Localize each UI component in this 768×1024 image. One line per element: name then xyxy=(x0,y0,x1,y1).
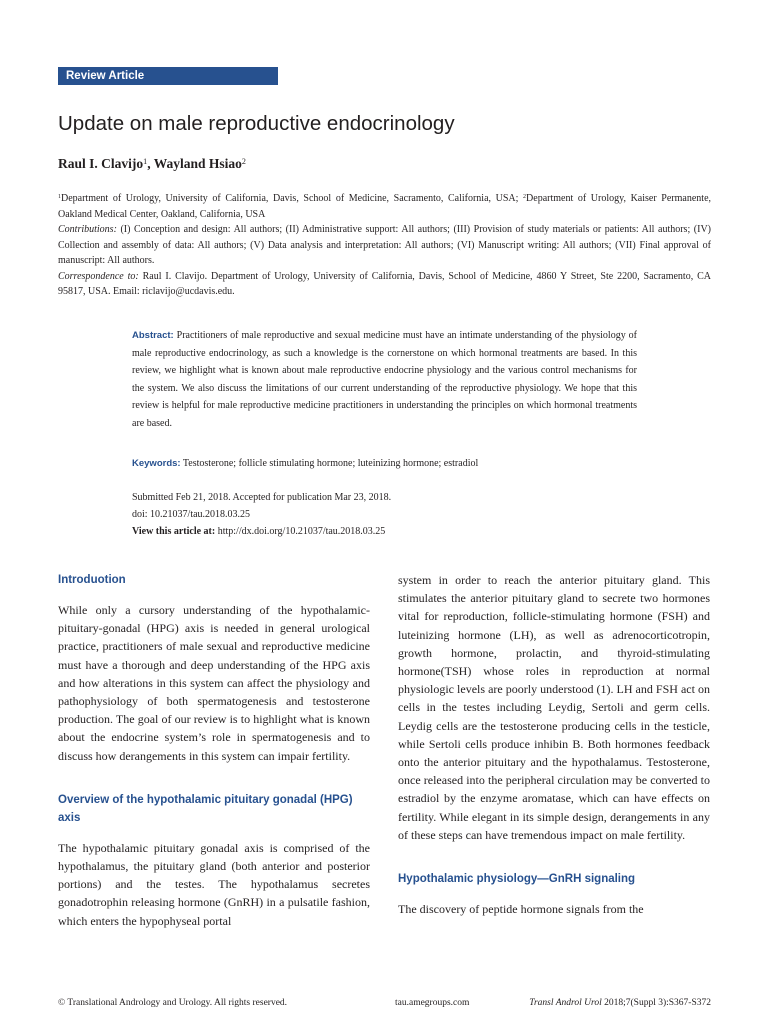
affiliation-text: Department of Urology, Kaiser Permanente, Oakland Medical Center, Oakland, California, USA xyxy=(58,193,712,220)
gnrh-paragraph: The discovery of peptide hormone signals from the xyxy=(398,902,644,917)
author-separator: , xyxy=(147,156,154,171)
overview-paragraph: The hypothalamic pituitary gonadal axis is comprised of the hypothalamus, the pituitary gland (both anterior and posterior portions) and the testes. The hypothalamus secretes gonadotrophin releasing hormone (GnRH) in a pulsatile fashion, which enters the hypophyseal portal xyxy=(58,840,370,928)
keywords-text: Testosterone; follicle stimulating hormone; luteinizing hormone; estradiol xyxy=(180,458,479,469)
article-type-badge: Review Article xyxy=(58,67,278,85)
correspondence-label: Correspondence to: xyxy=(58,270,139,282)
doi: doi: 10.21037/tau.2018.03.25 xyxy=(132,509,251,520)
keywords-label: Keywords: xyxy=(132,458,181,469)
affiliation-mark: 2 xyxy=(241,157,246,167)
correspondence xyxy=(58,269,711,300)
affiliation-mark: 1 xyxy=(58,194,61,201)
affiliations xyxy=(58,191,711,222)
affiliation-mark: 2 xyxy=(523,194,527,201)
journal-citation xyxy=(529,995,711,1011)
abstract-label: Abstract: xyxy=(132,330,174,341)
journal-name: Transl Androl Urol xyxy=(529,998,602,1008)
affiliation-mark: 1 xyxy=(143,157,148,167)
citation-details: 2018;7(Suppl 3):S367-S372 xyxy=(601,998,711,1008)
author-list xyxy=(58,154,246,174)
contributions xyxy=(58,222,711,269)
copyright-notice: © Translational Andrology and Urology. All rights reserved. xyxy=(58,998,288,1008)
section-heading-overview: Overview of the hypothalamic pituitary gonadal (HPG) axis xyxy=(58,793,353,824)
introduction-paragraph: While only a cursory understanding of the hypothalamic-pituitary-gonadal (HPG) axis is needed in general urological practice, practitioners of male sexual and reproductive medicine must have a thorough and deep understanding of the HPG axis and how alterations in this system can affect the physiology and pathophysiology of both spermatogenesis and testosterone production. The goal of our review is to highlight what is known about the endocrine system’s role in spermatogenesis and to discuss how derangements in this system can impair fertility. xyxy=(58,603,370,763)
page-footer xyxy=(58,995,711,1011)
abstract xyxy=(132,327,637,432)
article-dates xyxy=(132,489,637,540)
right-column xyxy=(398,571,710,918)
view-article-link[interactable]: http://dx.doi.org/10.21037/tau.2018.03.25 xyxy=(215,526,386,537)
correspondence-text: Raul I. Clavijo. Department of Urology, University of California, Davis, School of Medicine, 4860 Y Street, Ste 2200, Sacramento, CA 95817, USA. Email: riclavijo@ucdavis.edu. xyxy=(58,270,711,297)
view-article-label: View this article at: xyxy=(132,526,216,537)
author-name: Wayland Hsiao xyxy=(153,156,242,171)
contributions-text: (I) Conception and design: All authors; (II) Administrative support: All authors; (III) Provision of study materials or patients: All authors; (IV) Collection and assembly of data: All authors; (V) Data analysis and interpretation: All authors; (VI) Manuscript writing: All authors; (VII) Final approval of manuscript: All authors. xyxy=(58,224,711,266)
front-matter xyxy=(58,191,711,300)
view-article xyxy=(132,523,637,540)
section-heading-gnrh: Hypothalamic physiology—GnRH signaling xyxy=(398,873,636,886)
keywords xyxy=(132,456,637,471)
author-name: Raul I. Clavijo xyxy=(58,156,144,171)
submission-dates: Submitted Feb 21, 2018. Accepted for publication Mar 23, 2018. xyxy=(132,492,392,503)
section-heading-introduction: Introduotion xyxy=(58,574,126,586)
journal-url[interactable]: tau.amegroups.com xyxy=(395,998,470,1008)
affiliation-text: Department of Urology, University of California, Davis, School of Medicine, Sacramento, California, USA; xyxy=(61,193,524,204)
overview-paragraph-continued: system in order to reach the anterior pituitary gland. This stimulates the anterior pituitary gland to secrete two hormones vital for reproduction, follicle-stimulating hormone (FSH) and luteinizing hormone (LH), as well as adrenocorticotropin, growth hormone, prolactin, and thyroid-stimulating hormone(TSH) whose roles in reproduction at normal physiologic levels are poorly understood (1). LH and FSH act on cells in the testes including Leydig, Sertoli and germ cells. Leydig cells are the testosterone producing cells in the testicle, while Sertoli cells produce inhibin B. Both hormones feedback onto the anterior pituitary and the hypothalamus. Testosterone, once released into the peripheral circulation may be converted to estradiol by the enzyme aromatase, which can have effects on fertility. While elegant in its simple design, derangements in any of these steps can have tremendous impact on male fertility. xyxy=(398,573,710,842)
left-column xyxy=(58,571,370,930)
article-title: Update on male reproductive endocrinology xyxy=(58,112,455,135)
contributions-label: Contributions: xyxy=(58,224,117,235)
abstract-text: Practitioners of male reproductive and sexual medicine must have an intimate understanding of the physiology of male reproductive endocrinology, as such a knowledge is the cornerstone on which hormonal treatments are based. In this review, we highlight what is known about male reproductive endocrine physiology and the various control mechanisms for the system. We also discuss the limitations of our current understanding of the reproductive physiology. We hope that this review is helpful for male reproductive medicine practitioners in understanding the principles on which hormonal treatments are based. xyxy=(132,330,637,429)
